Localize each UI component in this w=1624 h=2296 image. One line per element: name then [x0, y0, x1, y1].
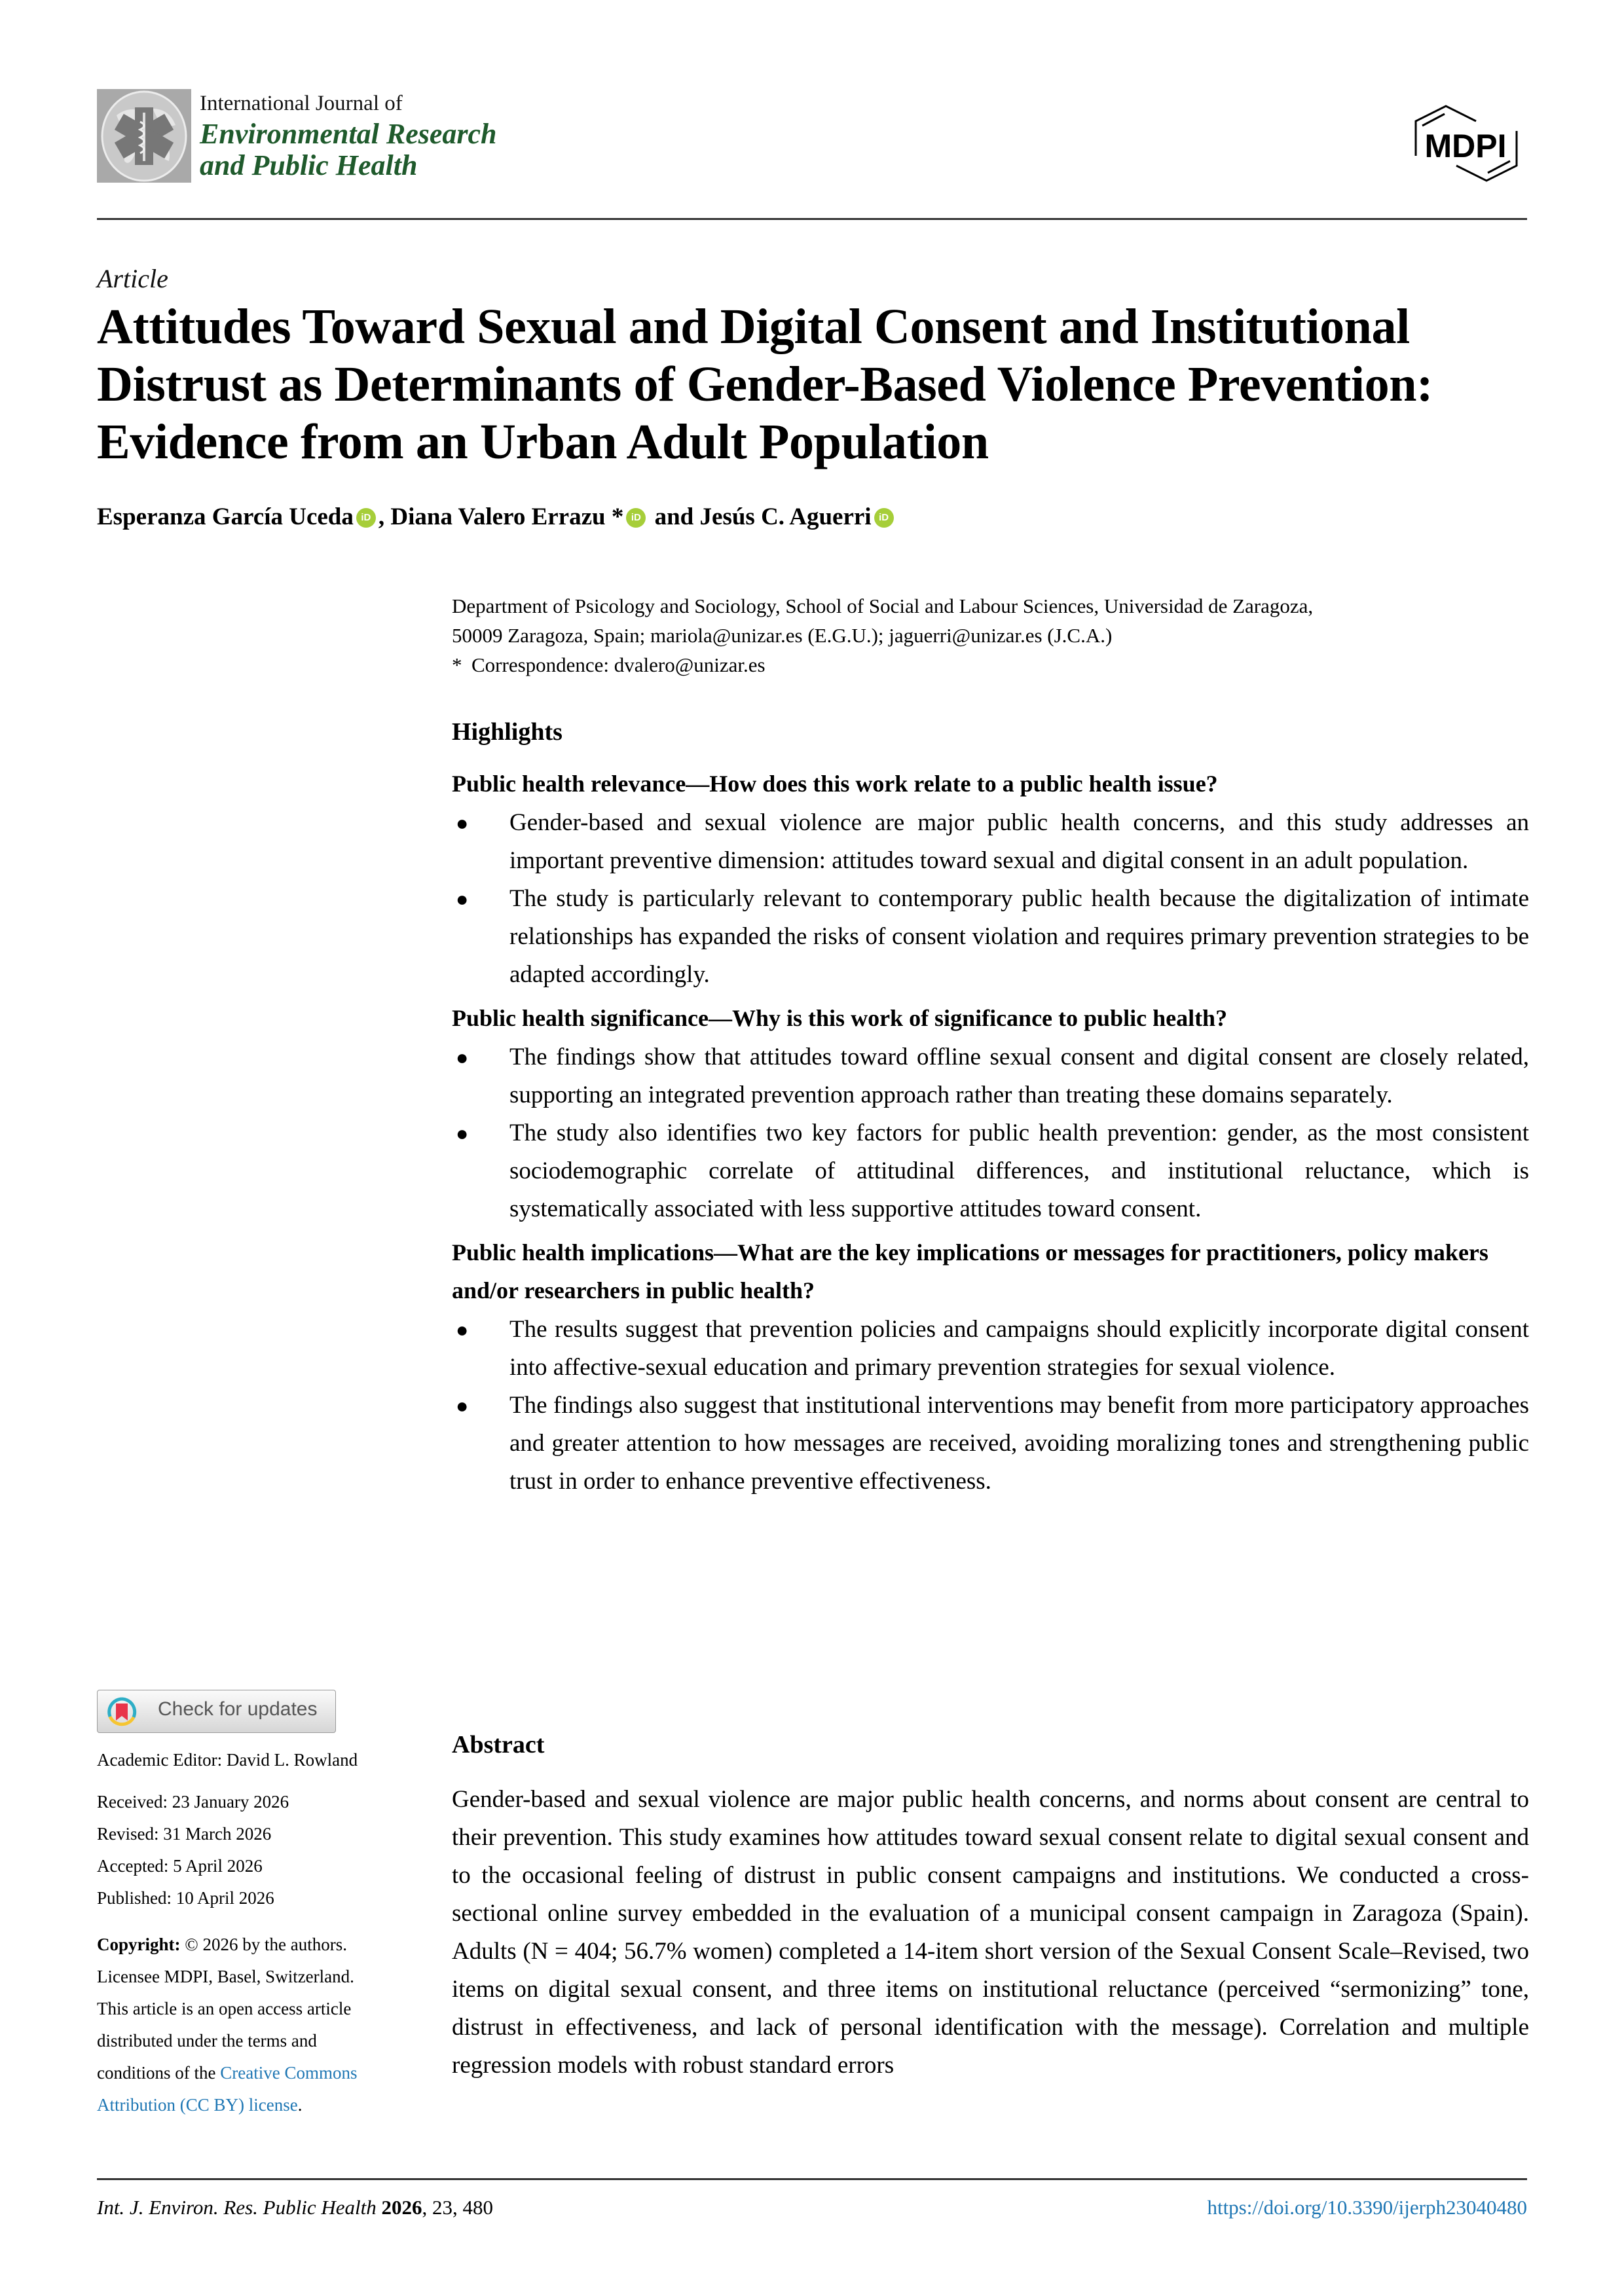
bullet-icon: ● [456, 887, 469, 911]
journal-abbrev: Int. J. Environ. Res. Public Health [97, 2196, 377, 2219]
title-line: Distrust as Determinants of Gender-Based Violence Prevention: [97, 357, 1433, 412]
highlight-item: ● The study also identifies two key factors for public health prevention: gender, as the most consistent sociodemographic correlate of attitudinal differences, and institutional reluctance, which is systematically associated with less supportive attitudes toward consent. [452, 1114, 1529, 1228]
journal-logo [97, 89, 191, 183]
citation-year: 2026 [381, 2196, 422, 2219]
correspondence [452, 650, 1526, 680]
title-line: Evidence from an Urban Adult Population [97, 414, 989, 469]
abstract-text: Gender-based and sexual violence are major public health concerns, and norms about consent are central to their prevention. This study examines how attitudes toward sexual consent relate to digital sexual consent and to the occasional feeling of distrust in public consent campaigns and institutions. We conducted a cross-sectional online survey embedded in the evaluation of a municipal consent campaign in Zaragoza (Spain). Adults (N = 404; 56.7% women) completed a 14-item short version of the Sexual Consent Scale–Revised, two items on digital sexual consent, and three items on institutional reluctance (perceived “sermonizing” tone, distrust in effectiveness, and lack of personal identification with the message). Correlation and multiple regression models with robust standard errors [452, 1786, 1529, 2079]
author-name[interactable]: Esperanza García Uceda [97, 503, 354, 530]
corresponding-mark: * [605, 503, 624, 530]
highlight-item: ● The findings show that attitudes toward offline sexual consent and digital consent are closely related, supporting an integrated prevention approach rather than treating these domains separately. [452, 1038, 1529, 1114]
date-accepted: Accepted: 5 April 2026 [97, 1856, 263, 1876]
highlight-list [452, 1038, 1529, 1228]
highlight-list [452, 804, 1529, 994]
highlight-item: ● The study is particularly relevant to contemporary public health because the digitalization of intimate relationships has expanded the risks of consent violation and requires primary prevention strategies to be adapted accordingly. [452, 880, 1529, 994]
copyright-label: Copyright: [97, 1935, 181, 1954]
mdpi-hexagon-icon [1408, 105, 1526, 183]
license-link[interactable]: Creative Commons [220, 2063, 358, 2083]
date-published: Published: 10 April 2026 [97, 1888, 274, 1908]
check-updates-icon [107, 1697, 137, 1727]
date-revised: Revised: 31 March 2026 [97, 1824, 272, 1844]
license-link[interactable]: Attribution (CC BY) license [97, 2095, 298, 2115]
mdpi-logo [1408, 105, 1526, 183]
bullet-icon: ● [456, 1394, 469, 1417]
title-line: Attitudes Toward Sexual and Digital Consent and Institutional [97, 299, 1410, 354]
article-type: Article [97, 264, 168, 293]
doi-link[interactable]: https://doi.org/10.3390/ijerph23040480 [1207, 2196, 1527, 2219]
publication-dates [97, 1786, 424, 1914]
highlight-question: Public health implications—What are the key implications or messages for practitioners, policy makers and/or researchers in public health? [452, 1239, 1488, 1303]
highlight-question: Public health significance—Why is this work of significance to public health? [452, 1005, 1228, 1031]
journal-name-line1: International Journal of [200, 92, 403, 115]
orcid-icon[interactable]: iD [874, 508, 894, 528]
bullet-icon: ● [456, 811, 469, 835]
correspondence-email[interactable]: Correspondence: dvalero@unizar.es [471, 653, 766, 676]
journal-name-line2: Environmental Research [200, 118, 497, 150]
correspondence-star: * [452, 653, 462, 676]
highlight-list [452, 1311, 1529, 1501]
check-for-updates-button[interactable] [97, 1690, 336, 1733]
citation-volume: , 23, 480 [422, 2196, 493, 2219]
orcid-icon[interactable]: iD [356, 508, 376, 528]
article-title [97, 298, 1538, 471]
academic-editor: Academic Editor: David L. Rowland [97, 1750, 358, 1770]
date-received: Received: 23 January 2026 [97, 1792, 289, 1812]
highlight-item: ● The results suggest that prevention policies and campaigns should explicitly incorporate digital consent into affective-sexual education and primary prevention strategies for sexual violence. [452, 1311, 1529, 1387]
journal-name [200, 93, 497, 181]
bullet-icon: ● [456, 1318, 469, 1341]
author-separator: and [648, 503, 700, 530]
journal-name-line3: and Public Health [200, 149, 418, 181]
author-separator: , [378, 503, 391, 530]
highlight-question: Public health relevance—How does this work relate to a public health issue? [452, 771, 1218, 797]
globe-star-of-life-icon [97, 89, 191, 183]
mdpi-wordmark: MDPI [1424, 128, 1507, 164]
check-updates-label: Check for updates [158, 1698, 318, 1720]
author-name[interactable]: Jesús C. Aguerri [699, 503, 872, 530]
header-divider [97, 218, 1527, 220]
abstract-section [452, 1728, 1529, 2085]
footer-divider [97, 2178, 1527, 2180]
bullet-icon: ● [456, 1121, 469, 1145]
highlights-heading: Highlights [452, 718, 563, 746]
highlights-section [452, 712, 1529, 1501]
author-list [97, 503, 896, 531]
highlight-item: ● The findings also suggest that institutional interventions may benefit from more participatory approaches and greater attention to how messages are received, avoiding moralizing tones and strengthening public trust in order to enhance preventive effectiveness. [452, 1387, 1529, 1501]
orcid-icon[interactable]: iD [626, 508, 646, 528]
affiliation-line: 50009 Zaragoza, Spain; mariola@unizar.es (E.G.U.); jaguerri@unizar.es (J.C.A.) [452, 624, 1113, 647]
highlight-item: ● Gender-based and sexual violence are major public health concerns, and this study addresses an important preventive dimension: attitudes toward sexual and digital consent in an adult population. [452, 804, 1529, 880]
bullet-icon: ● [456, 1046, 469, 1069]
abstract-heading: Abstract [452, 1731, 545, 1758]
citation [97, 2196, 493, 2219]
affiliations [452, 591, 1526, 680]
copyright-block: Copyright: © 2026 by the authors. Licensee MDPI, Basel, Switzerland. This article is an open access article distributed under the terms and conditions of the Creative Commons Attribution (CC BY) license. [97, 1935, 358, 2115]
author-name[interactable]: Diana Valero Errazu [390, 503, 606, 530]
affiliation-line: Department of Psicology and Sociology, School of Social and Labour Sciences, Universidad de Zaragoza, [452, 594, 1314, 617]
